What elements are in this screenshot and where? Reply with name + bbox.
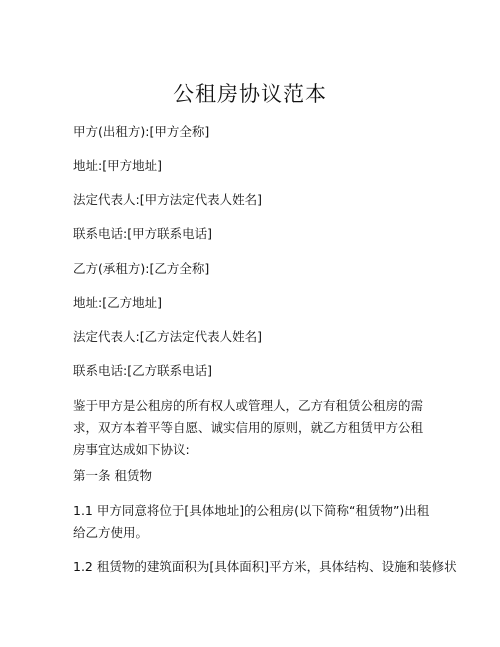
clause-1-2: 1.2 租赁物的建筑面积为[具体面积]平方米，具体结构、设施和装修状 bbox=[73, 559, 457, 574]
article-1-heading: 第一条 租赁物 bbox=[73, 468, 152, 483]
preamble-paragraph: 鉴于甲方是公租房的所有权人或管理人，乙方有租赁公租房的需求，双方本着平等自愿、诚实信用的原则，就乙方租赁甲方公租房事宜达成如下协议: bbox=[73, 398, 424, 457]
party-b-address-line: 地址:[乙方地址] bbox=[73, 295, 162, 310]
party-b-name-line: 乙方(承租方):[乙方全称] bbox=[73, 261, 210, 276]
party-b-phone-line: 联系电话:[乙方联系电话] bbox=[73, 363, 212, 378]
party-a-address-line: 地址:[甲方地址] bbox=[73, 158, 162, 173]
document-title: 公租房协议范本 bbox=[173, 82, 327, 106]
party-a-name-line: 甲方(出租方):[甲方全称] bbox=[73, 124, 210, 139]
party-b-legal-rep-line: 法定代表人:[乙方法定代表人姓名] bbox=[73, 329, 262, 344]
clause-1-1: 1.1 甲方同意将位于[具体地址]的公租房(以下简称“租赁物”)出租给乙方使用。 bbox=[73, 503, 430, 540]
party-a-phone-line: 联系电话:[甲方联系电话] bbox=[73, 226, 212, 241]
party-a-legal-rep-line: 法定代表人:[甲方法定代表人姓名] bbox=[73, 192, 262, 207]
